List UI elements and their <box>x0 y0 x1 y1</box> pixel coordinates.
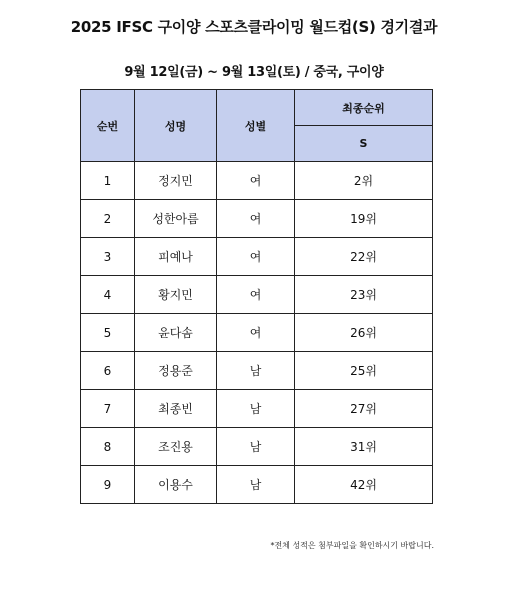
cell-name: 이용수 <box>135 466 217 504</box>
table-row <box>81 314 433 352</box>
cell-rank: 6 <box>81 352 135 390</box>
table-header-row <box>81 90 433 126</box>
event-date-location: 9월 12일(금) ~ 9월 13일(토) / 중국, 구이양 <box>124 65 384 80</box>
cell-rank: 7 <box>81 390 135 428</box>
results-table <box>80 89 433 504</box>
header-rank: 순번 <box>81 90 135 162</box>
cell-gender: 여 <box>217 276 295 314</box>
cell-rank: 4 <box>81 276 135 314</box>
footnote: *전체 성적은 첨부파일을 확인하시기 바랍니다. <box>270 541 434 550</box>
cell-name: 최종빈 <box>135 390 217 428</box>
cell-name: 정지민 <box>135 162 217 200</box>
cell-rank: 8 <box>81 428 135 466</box>
table-row <box>81 162 433 200</box>
page-title: 2025 IFSC 구이양 스포츠클라이밍 월드컵(S) 경기결과 <box>70 18 438 36</box>
cell-gender: 여 <box>217 162 295 200</box>
cell-gender: 여 <box>217 200 295 238</box>
cell-name: 피예나 <box>135 238 217 276</box>
header-name: 성명 <box>135 90 217 162</box>
cell-rank: 1 <box>81 162 135 200</box>
table-row <box>81 390 433 428</box>
cell-final: 27위 <box>295 390 433 428</box>
table-body <box>81 162 433 504</box>
header-final-rank: 최종순위 <box>295 90 433 126</box>
cell-gender: 여 <box>217 314 295 352</box>
cell-final: 25위 <box>295 352 433 390</box>
cell-rank: 3 <box>81 238 135 276</box>
cell-final: 22위 <box>295 238 433 276</box>
table-row <box>81 352 433 390</box>
table-row <box>81 238 433 276</box>
cell-gender: 남 <box>217 428 295 466</box>
table-row <box>81 428 433 466</box>
cell-rank: 5 <box>81 314 135 352</box>
header-final-sub: S <box>295 126 433 162</box>
table-row <box>81 200 433 238</box>
cell-rank: 9 <box>81 466 135 504</box>
cell-name: 조진용 <box>135 428 217 466</box>
table-row <box>81 466 433 504</box>
cell-final: 23위 <box>295 276 433 314</box>
cell-gender: 남 <box>217 352 295 390</box>
table-row <box>81 276 433 314</box>
cell-final: 2위 <box>295 162 433 200</box>
cell-gender: 남 <box>217 466 295 504</box>
cell-final: 19위 <box>295 200 433 238</box>
cell-final: 42위 <box>295 466 433 504</box>
cell-name: 황지민 <box>135 276 217 314</box>
cell-final: 26위 <box>295 314 433 352</box>
cell-gender: 여 <box>217 238 295 276</box>
header-gender: 성별 <box>217 90 295 162</box>
cell-name: 윤다솜 <box>135 314 217 352</box>
cell-final: 31위 <box>295 428 433 466</box>
cell-gender: 남 <box>217 390 295 428</box>
cell-name: 정용준 <box>135 352 217 390</box>
cell-rank: 2 <box>81 200 135 238</box>
cell-name: 성한아름 <box>135 200 217 238</box>
